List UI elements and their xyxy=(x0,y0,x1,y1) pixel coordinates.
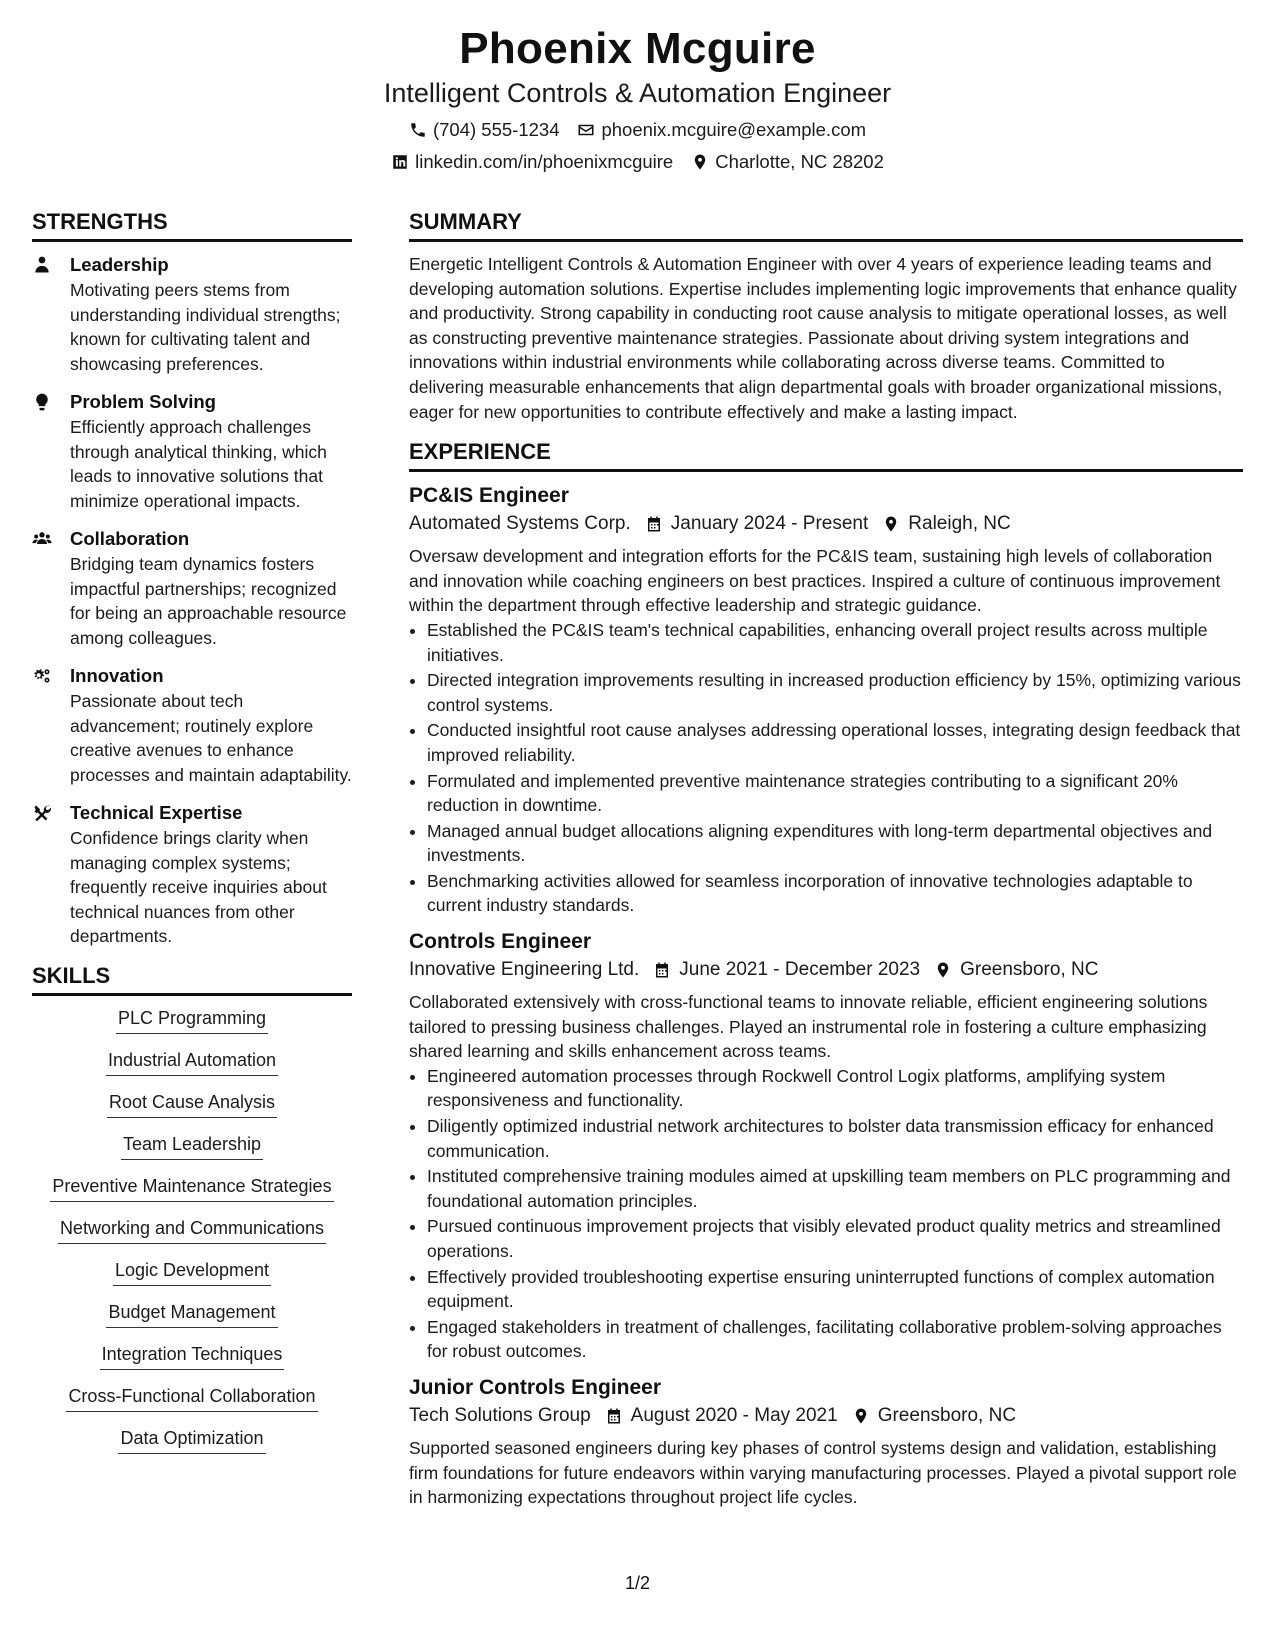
experience-heading: EXPERIENCE xyxy=(409,438,1243,472)
bullet-item: • Formulated and implemented preventive maintenance strategies contributing to a significant 20% reduction in downtime. xyxy=(427,769,1243,818)
job-dates: June 2021 - December 2023 xyxy=(679,959,921,981)
bullet-item: • Managed annual budget allocations aligning expenditures with long-term departmental objectives and investments. xyxy=(427,819,1243,868)
job-meta xyxy=(409,956,1243,984)
job-entry xyxy=(409,928,1243,1364)
job-entry-title: PC&IS Engineer xyxy=(409,484,569,508)
contact-row-2 xyxy=(0,150,1275,174)
strength-desc: Bridging team dynamics fosters impactful partnerships; recognized for being an approachable resource among colleagues. xyxy=(70,554,347,648)
map-pin-icon xyxy=(934,961,952,979)
skill-tag: Cross-Functional Collaboration xyxy=(66,1384,317,1412)
contact-row-1 xyxy=(0,118,1275,142)
strength-item xyxy=(32,389,352,513)
job-dates: August 2020 - May 2021 xyxy=(630,1404,838,1426)
skill-tag: Root Cause Analysis xyxy=(107,1090,277,1118)
job-description: Collaborated extensively with cross-functional teams to innovate reliable, efficient engineering solutions tailored to pressing business challenges. Played an instrumental role in fostering a culture emphasizing shared learning and skills enhancement across teams. xyxy=(409,992,1208,1062)
bullet-item: • Diligently optimized industrial network architectures to bolster data transmission efficacy for enhanced communication. xyxy=(427,1114,1243,1163)
left-column xyxy=(32,208,352,1468)
job-location: Greensboro, NC xyxy=(877,1404,1017,1426)
skill-tag: Networking and Communications xyxy=(58,1216,326,1244)
phone-icon xyxy=(409,121,427,139)
skill-tag: Budget Management xyxy=(106,1300,277,1328)
lightbulb-icon xyxy=(32,392,52,412)
job-meta xyxy=(409,510,1243,538)
location-item xyxy=(691,150,884,174)
job-title: Intelligent Controls & Automation Engineer xyxy=(383,78,892,108)
tools-icon xyxy=(32,803,52,823)
strength-desc: Passionate about tech advancement; routinely explore creative avenues to enhance processes and maintain adaptability. xyxy=(70,691,352,785)
strength-item xyxy=(32,526,352,650)
resume-header xyxy=(0,22,1275,174)
linkedin-icon xyxy=(391,153,409,171)
job-entry xyxy=(409,1374,1243,1510)
candidate-name: Phoenix Mcguire xyxy=(459,24,816,73)
phone-text: (704) 555-1234 xyxy=(432,119,560,140)
bullet-item: • Instituted comprehensive training modules aimed at upskilling team members on PLC programming and foundational automation principles. xyxy=(427,1164,1243,1213)
summary-heading: SUMMARY xyxy=(409,208,1243,242)
job-description: Oversaw development and integration efforts for the PC&IS team, sustaining high levels of collaboration and innovation while coaching engineers on best practices. Inspired a culture of continuous improvement within the department through effective leadership and strategic guidance. xyxy=(409,546,1221,616)
job-bullets xyxy=(409,618,1243,918)
skill-tag: PLC Programming xyxy=(116,1006,268,1034)
skill-tag: Team Leadership xyxy=(121,1132,263,1160)
envelope-icon xyxy=(577,121,595,139)
calendar-icon xyxy=(605,1407,623,1425)
skill-tag: Data Optimization xyxy=(118,1426,265,1454)
bullet-item: • Directed integration improvements resulting in increased production efficiency by 15%, optimizing various control systems. xyxy=(427,668,1243,717)
skill-tag: Integration Techniques xyxy=(100,1342,285,1370)
strength-desc: Motivating peers stems from understanding individual strengths; known for cultivating talent and showcasing preferences. xyxy=(70,280,341,374)
email-item[interactable] xyxy=(577,118,866,142)
job-entry-title: Controls Engineer xyxy=(409,930,592,954)
strength-item xyxy=(32,252,352,376)
strength-item xyxy=(32,663,352,787)
person-icon xyxy=(32,255,52,275)
phone-item xyxy=(409,118,560,142)
skill-tag: Industrial Automation xyxy=(106,1048,278,1076)
strength-desc: Confidence brings clarity when managing complex systems; frequently receive inquiries about technical nuances from other departments. xyxy=(70,828,327,946)
summary-text: Energetic Intelligent Controls & Automation Engineer with over 4 years of experience leading teams and developing automation solutions. Expertise includes implementing logic improvements that enhance quality and productivity. Strong capability in conducting root cause analysis to mitigate operational losses, as well as constructing preventive maintenance strategies. Passionate about driving system integrations and innovations within industrial environments while collaborating across diverse teams. Committed to delivering measurable enhancements that align departmental goals with broader organizational missions, eager for new opportunities to contribute effectively and make a lasting impact. xyxy=(409,254,1237,422)
bullet-item: • Benchmarking activities allowed for seamless incorporation of innovative technologies adaptable to current industry standards. xyxy=(427,869,1243,918)
location-text: Charlotte, NC 28202 xyxy=(715,151,884,172)
gears-icon xyxy=(32,666,52,686)
bullet-item: • Engaged stakeholders in treatment of challenges, facilitating collaborative problem-solving approaches for robust outcomes. xyxy=(427,1315,1243,1364)
strength-title: Innovation xyxy=(70,665,164,686)
linkedin-link[interactable]: linkedin.com/in/phoenixmcguire xyxy=(415,151,674,172)
group-icon xyxy=(32,529,52,549)
company-name: Tech Solutions Group xyxy=(409,1404,591,1426)
skills-heading: SKILLS xyxy=(32,962,352,996)
strength-item xyxy=(32,800,352,949)
calendar-icon xyxy=(653,961,671,979)
page-number: 1/2 xyxy=(624,1573,651,1593)
job-entry xyxy=(409,482,1243,918)
email-link[interactable]: phoenix.mcguire@example.com xyxy=(601,119,867,140)
calendar-icon xyxy=(645,515,663,533)
job-entry-title: Junior Controls Engineer xyxy=(409,1375,662,1399)
strengths-heading: STRENGTHS xyxy=(32,208,352,242)
bullet-item: • Effectively provided troubleshooting expertise ensuring uninterrupted functions of complex automation equipment. xyxy=(427,1265,1243,1314)
bullet-item: • Conducted insightful root cause analyses addressing operational losses, integrating design feedback that improved reliability. xyxy=(427,718,1243,767)
map-pin-icon xyxy=(852,1407,870,1425)
bullet-item: • Engineered automation processes through Rockwell Control Logix platforms, amplifying system responsiveness and functionality. xyxy=(427,1064,1243,1113)
skill-tag: Logic Development xyxy=(113,1258,271,1286)
job-dates: January 2024 - Present xyxy=(670,513,869,535)
skills-section xyxy=(32,962,352,1454)
company-name: Innovative Engineering Ltd. xyxy=(409,959,640,981)
right-column xyxy=(409,208,1243,1520)
job-meta xyxy=(409,1402,1243,1430)
job-bullets xyxy=(409,1064,1243,1364)
strength-title: Technical Expertise xyxy=(70,802,243,823)
linkedin-item[interactable] xyxy=(391,150,673,174)
strength-desc: Efficiently approach challenges through analytical thinking, which leads to innovative solutions that minimize operational impacts. xyxy=(70,417,327,511)
map-pin-icon xyxy=(691,153,709,171)
strength-title: Collaboration xyxy=(70,528,190,549)
bullet-item: • Established the PC&IS team's technical capabilities, enhancing overall project results across multiple initiatives. xyxy=(427,618,1243,667)
skills-list xyxy=(32,1006,352,1454)
company-name: Automated Systems Corp. xyxy=(409,513,631,535)
bullet-item: • Pursued continuous improvement projects that visibly elevated product quality metrics and streamlined operations. xyxy=(427,1214,1243,1263)
map-pin-icon xyxy=(882,515,900,533)
job-description: Supported seasoned engineers during key phases of control systems design and validation, establishing firm foundations for future endeavors within varying manufacturing processes. Played a pivotal support role in harmonizing expectations throughout project life cycles. xyxy=(409,1437,1237,1508)
skill-tag: Preventive Maintenance Strategies xyxy=(50,1174,333,1202)
strength-title: Problem Solving xyxy=(70,391,216,412)
strength-title: Leadership xyxy=(70,254,169,275)
job-location: Greensboro, NC xyxy=(960,959,1099,981)
job-location: Raleigh, NC xyxy=(908,513,1011,535)
